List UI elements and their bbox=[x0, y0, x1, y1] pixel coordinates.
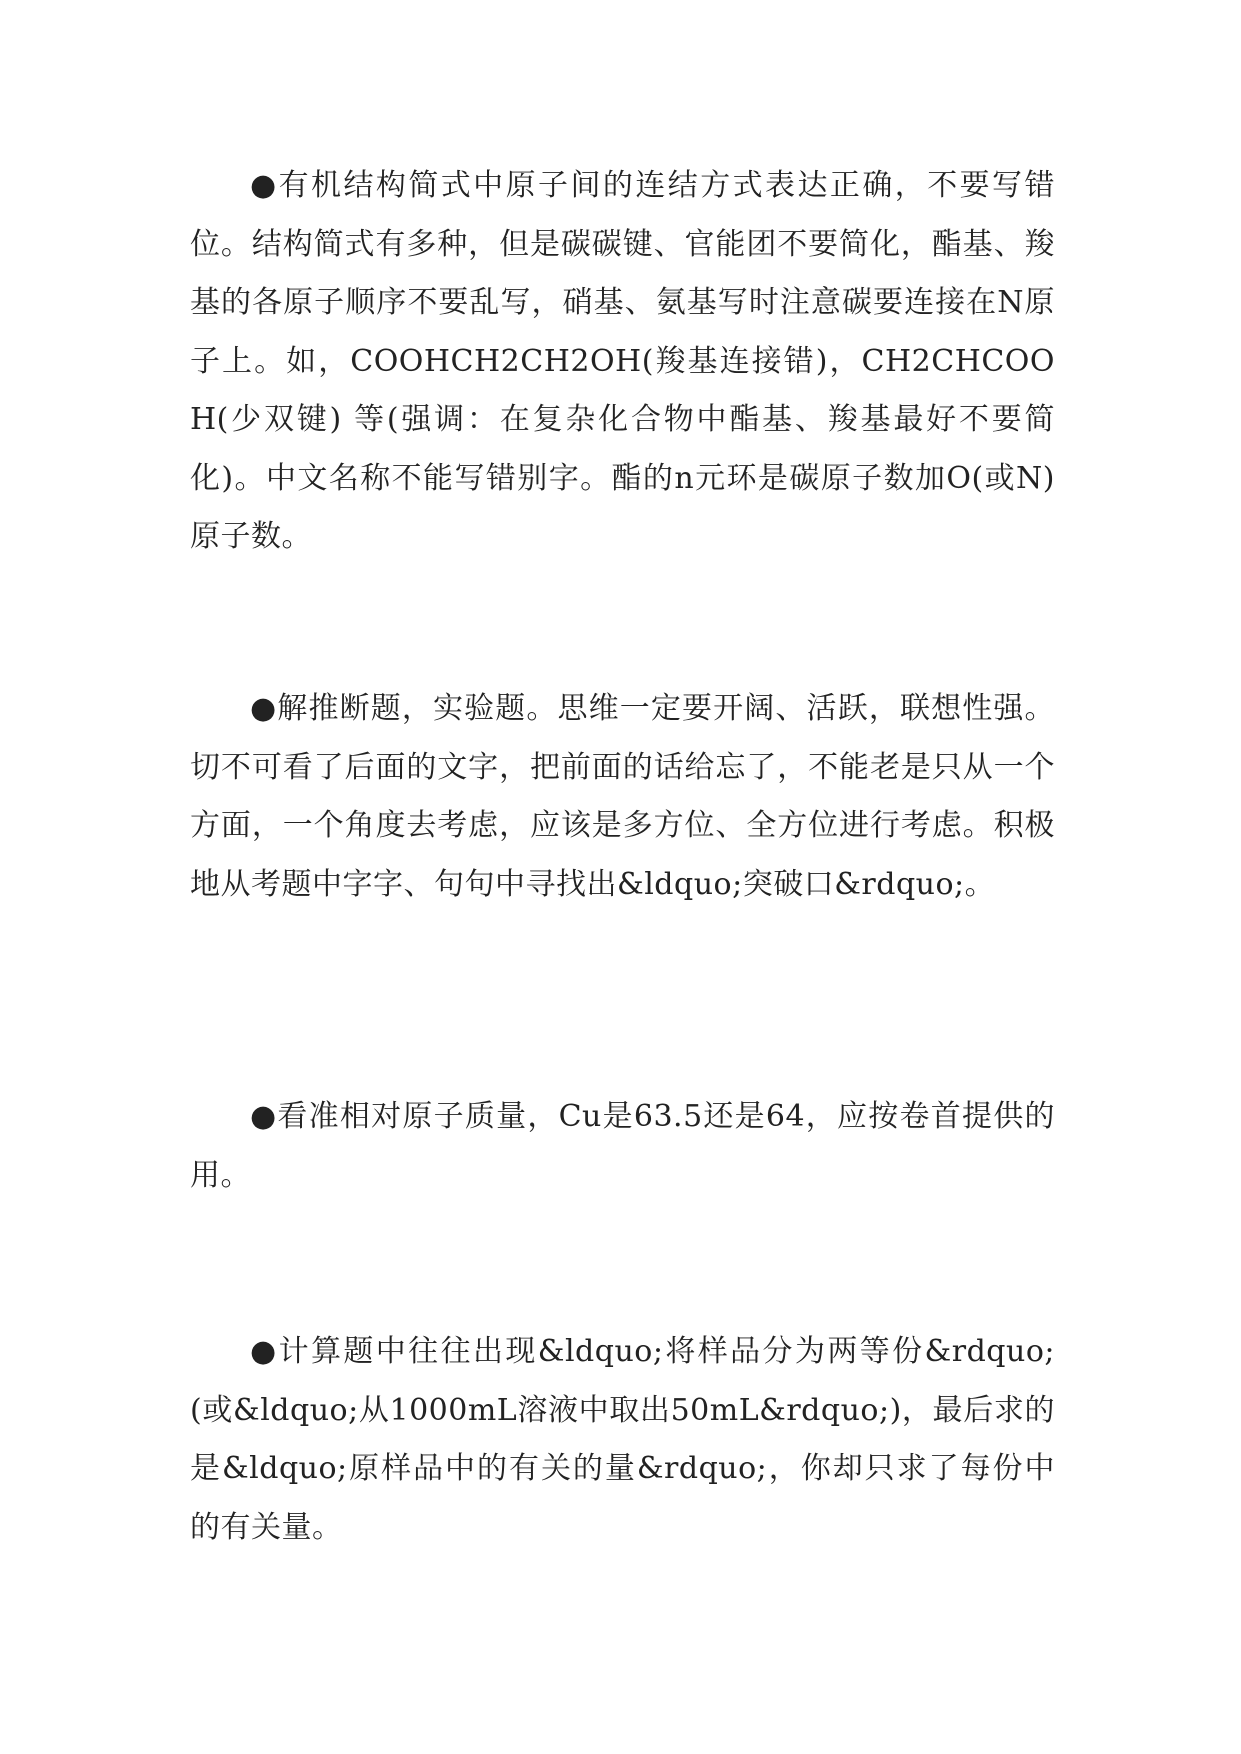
paragraph-calculation-questions: ●计算题中往往出现&ldquo;将样品分为两等份&rdquo;(或&ldquo;从1000mL溶液中取出50mL&rdquo;)，最后求的是&ldquo;原样品中的有关的量&rdquo;，你却只求了每份中的有关量。 bbox=[190, 1334, 1055, 1545]
paragraph-structural-formula: ●有机结构简式中原子间的连结方式表达正确，不要写错位。结构简式有多种，但是碳碳键、官能团不要简化，酯基、羧基的各原子顺序不要乱写，硝基、氨基写时注意碳要连接在N原子上。如，COOHCH2CH2OH(羧基连接错)，CH2CHCOOH(少双键) 等(强调：在复杂化合物中酯基、羧基最好不要简化)。中文名称不能写错别字。酯的n元环是碳原子数加O(或N)原子数。 bbox=[190, 168, 1055, 554]
paragraph-inference-questions: ●解推断题，实验题。思维一定要开阔、活跃，联想性强。切不可看了后面的文字，把前面的话给忘了，不能老是只从一个方面，一个角度去考虑，应该是多方位、全方位进行考虑。积极地从考题中字字、句句中寻找出&ldquo;突破口&rdquo;。 bbox=[190, 691, 1055, 902]
paragraph-atomic-mass: ●看准相对原子质量，Cu是63.5还是64，应按卷首提供的用。 bbox=[190, 1099, 1055, 1193]
